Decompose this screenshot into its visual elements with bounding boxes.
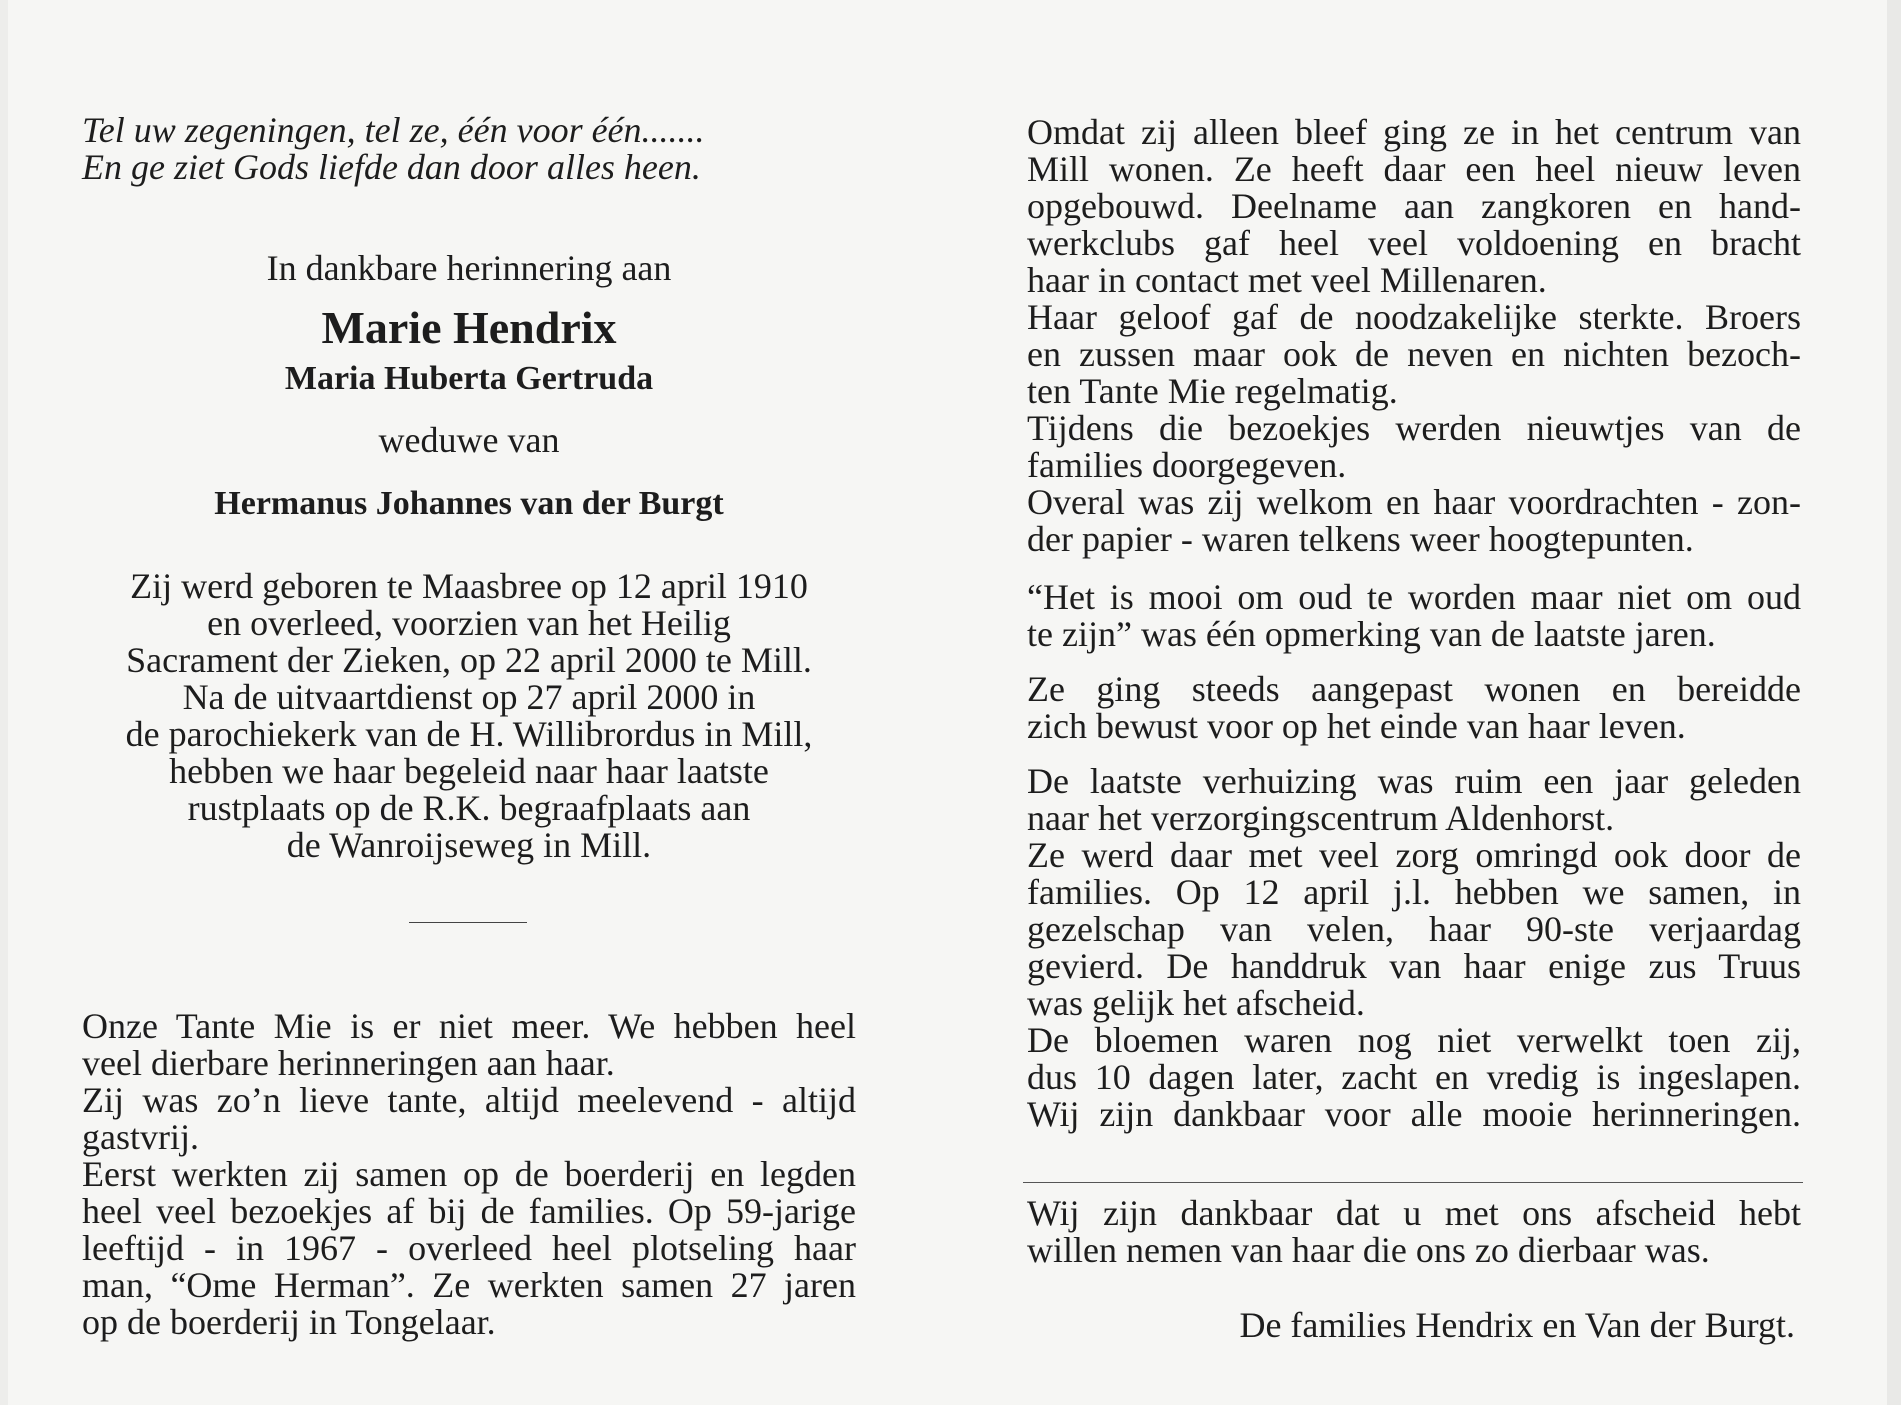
memory-line: Onze Tante Mie is er niet meer. We hebben heel xyxy=(82,1006,856,1046)
bio-line: hebben we haar begeleid naar haar laatste xyxy=(169,751,769,791)
text-line: en zussen maar ook de neven en nichten bezoch- xyxy=(1027,334,1801,374)
text-line: te zijn” was één opmerking van de laatste jaren. xyxy=(1027,614,1716,654)
poem xyxy=(82,112,856,186)
memory-line: Eerst werkten zij samen op de boerderij en legden xyxy=(82,1154,856,1194)
text-line: ten Tante Mie regelmatig. xyxy=(1027,371,1398,411)
text-line: Mill wonen. Ze heeft daar een heel nieuw leven xyxy=(1027,149,1801,189)
memory-line: Zij was zo’n lieve tante, altijd meelevend - altijd xyxy=(82,1080,856,1120)
bio-line: de Wanroijseweg in Mill. xyxy=(286,825,652,865)
text-line: Omdat zij alleen bleef ging ze in het centrum van xyxy=(1027,112,1801,152)
bio-line: en overleed, voorzien van het Heilig xyxy=(207,603,731,643)
text-line: zich bewust voor op het einde van haar leven. xyxy=(1027,706,1686,746)
memory-line: leeftijd - in 1967 - overleed heel plotseling haar xyxy=(82,1228,856,1268)
text-line: opgebouwd. Deelname aan zangkoren en hand- xyxy=(1027,186,1801,226)
bio-line: rustplaats op de R.K. begraafplaats aan xyxy=(187,788,751,828)
long-divider xyxy=(1023,1182,1803,1183)
deceased-name: Marie Hendrix xyxy=(321,302,617,353)
memory-line: man, “Ome Herman”. Ze werkten samen 27 jaren xyxy=(82,1265,856,1305)
thanks-paragraph xyxy=(1027,1195,1801,1269)
card-left-edge xyxy=(0,0,8,1405)
text-line: Wij zijn dankbaar voor alle mooie herinneringen. xyxy=(1027,1094,1801,1134)
memory-line: veel dierbare herinneringen aan haar. xyxy=(82,1043,615,1083)
poem-line: Tel uw zegeningen, tel ze, één voor één....... xyxy=(82,110,705,150)
text-line: gevierd. De handdruk van haar enige zus Truus xyxy=(1027,946,1801,986)
text-line: willen nemen van haar die ons zo dierbaar was. xyxy=(1027,1230,1710,1270)
short-divider xyxy=(409,922,527,923)
text-line: “Het is mooi om oud te worden maar niet om oud xyxy=(1027,577,1801,617)
memory-line: heel veel bezoekjes af bij de families. Op 59-jarige xyxy=(82,1191,856,1231)
memory-paragraph xyxy=(82,1008,856,1341)
bio-line: Zij werd geboren te Maasbree op 12 april 1910 xyxy=(130,566,808,606)
life-paragraph xyxy=(1027,114,1801,558)
text-line: werkclubs gaf heel veel voldoening en bracht xyxy=(1027,223,1801,263)
final-years-paragraph xyxy=(1027,763,1801,1133)
memory-line: gastvrij. xyxy=(82,1117,199,1157)
text-line: Ze werd daar met veel zorg omringd ook door de xyxy=(1027,835,1801,875)
text-line: haar in contact met veel Millenaren. xyxy=(1027,260,1547,300)
text-line: Wij zijn dankbaar dat u met ons afscheid hebt xyxy=(1027,1193,1801,1233)
bio-line: de parochiekerk van de H. Willibrordus in Mill, xyxy=(125,714,813,754)
biography xyxy=(82,568,856,864)
text-line: Haar geloof gaf de noodzakelijke sterkte. Broers xyxy=(1027,297,1801,337)
text-line: naar het verzorgingscentrum Aldenhorst. xyxy=(1027,798,1615,838)
husband-name: Hermanus Johannes van der Burgt xyxy=(214,485,724,522)
text-line: Ze ging steeds aangepast wonen en bereidde xyxy=(1027,669,1801,709)
text-line: dus 10 dagen later, zacht en vredig is ingeslapen. xyxy=(1027,1057,1801,1097)
quote-paragraph xyxy=(1027,579,1801,653)
housing-paragraph xyxy=(1027,671,1801,745)
text-line: Overal was zij welkom en haar voordrachten - zon- xyxy=(1027,482,1801,522)
text-line: Tijdens die bezoekjes werden nieuwtjes van de xyxy=(1027,408,1801,448)
widow-label: weduwe van xyxy=(378,420,560,460)
text-line: families doorgegeven. xyxy=(1027,445,1347,485)
memory-line: op de boerderij in Tongelaar. xyxy=(82,1302,496,1342)
text-line: der papier - waren telkens weer hoogtepunten. xyxy=(1027,519,1694,559)
card-right-edge xyxy=(1887,0,1901,1405)
deceased-full-name: Maria Huberta Gertruda xyxy=(284,360,654,397)
text-line: gezelschap van velen, haar 90-ste verjaardag xyxy=(1027,909,1801,949)
text-line: De bloemen waren nog niet verwelkt toen zij, xyxy=(1027,1020,1801,1060)
text-line: De laatste verhuizing was ruim een jaar geleden xyxy=(1027,761,1801,801)
bio-line: Na de uitvaartdienst op 27 april 2000 in xyxy=(182,677,756,717)
text-line: was gelijk het afscheid. xyxy=(1027,983,1365,1023)
poem-line: En ge ziet Gods liefde dan door alles heen. xyxy=(82,147,701,187)
intro-text: In dankbare herinnering aan xyxy=(266,248,672,288)
bio-line: Sacrament der Zieken, op 22 april 2000 te Mill. xyxy=(126,640,812,680)
text-line: families. Op 12 april j.l. hebben we samen, in xyxy=(1027,872,1801,912)
family-signature: De families Hendrix en Van der Burgt. xyxy=(1239,1305,1795,1345)
